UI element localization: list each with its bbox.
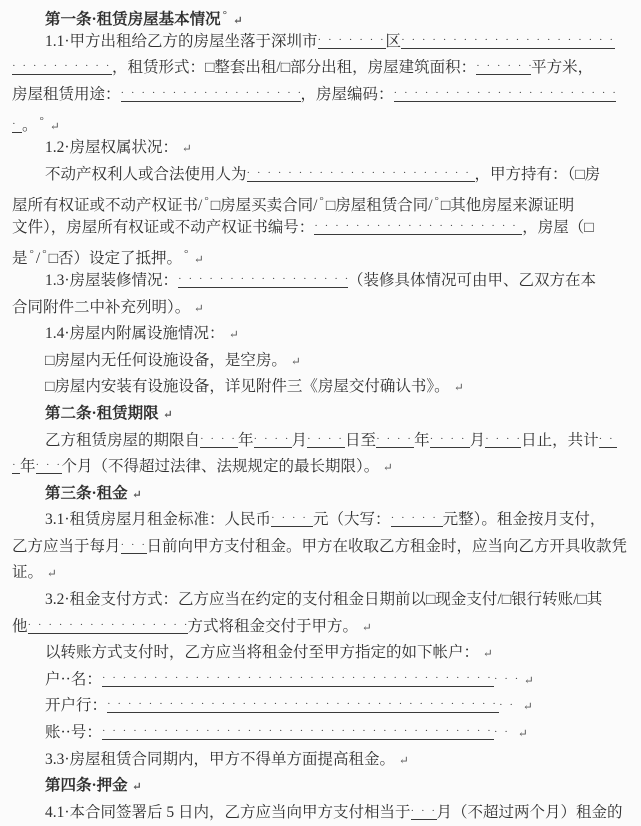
- checkbox-icon[interactable]: □: [325, 197, 336, 215]
- pilcrow-mark: ↵: [181, 142, 192, 155]
- text-run: 1.3·房屋装修情况：: [45, 271, 179, 289]
- text-run: 1.1·甲方出租给乙方的房屋坐落于深圳市: [45, 32, 318, 50]
- document-line: [12, 29, 637, 56]
- checkbox-icon[interactable]: □: [501, 591, 512, 609]
- space-dots: [494, 724, 514, 740]
- text-run: 年: [414, 431, 430, 449]
- document-line: [12, 640, 637, 667]
- text-run: 整套出租/: [214, 59, 281, 77]
- pilcrow-mark: ↵: [46, 568, 57, 581]
- document-line: [12, 428, 637, 455]
- degree-mark: °: [42, 248, 47, 261]
- text-run: 否）设定了抵押。: [58, 250, 183, 268]
- pilcrow-mark: ↵: [194, 254, 205, 267]
- blank-field[interactable]: [376, 431, 414, 448]
- checkbox-icon[interactable]: □: [48, 250, 59, 268]
- text-run: 日止，共计: [521, 431, 599, 449]
- document-line: [12, 454, 637, 481]
- blank-field[interactable]: [254, 431, 292, 448]
- space-dots: [499, 697, 519, 713]
- document-line: [12, 773, 637, 800]
- text-run: 个月（不得超过法律、法规规定的最长期限）。: [61, 458, 380, 476]
- text-run: （装修具体情况可由甲、乙双方在本: [348, 271, 597, 289]
- document-line: [12, 720, 637, 747]
- blank-field[interactable]: [247, 165, 475, 182]
- blank-field[interactable]: [200, 431, 238, 448]
- checkbox-icon[interactable]: □: [577, 591, 587, 609]
- text-run: 第一条·租赁房屋基本情况: [45, 11, 221, 28]
- text-run: 合同附件二中补充列明）。: [12, 298, 191, 316]
- blank-field[interactable]: [599, 431, 617, 448]
- document-line: [12, 321, 637, 348]
- checkbox-icon[interactable]: □: [280, 59, 291, 77]
- document-line: [12, 614, 637, 641]
- blank-field[interactable]: [28, 617, 188, 634]
- text-run: 1.2·房屋权属状况：: [45, 138, 179, 156]
- document-line: [12, 215, 637, 242]
- pilcrow-mark: ↵: [453, 382, 464, 395]
- document-line: [12, 241, 637, 268]
- text-run: 年: [20, 458, 36, 476]
- text-run: 开户行：: [45, 697, 108, 715]
- blank-field[interactable]: [314, 218, 522, 235]
- text-run: ，房屋编码：: [300, 85, 394, 103]
- degree-mark: °: [319, 195, 324, 208]
- text-run: ，甲方持有：（: [474, 165, 576, 183]
- text-run: 乙方应当于每月: [12, 537, 121, 555]
- pilcrow-mark: ↵: [398, 754, 409, 767]
- text-run: 日至: [345, 431, 377, 449]
- pilcrow-mark: ↵: [361, 621, 372, 634]
- text-run: 是: [12, 250, 28, 268]
- document-line: [12, 374, 637, 401]
- pilcrow-mark: ↵: [232, 15, 243, 27]
- degree-mark: °: [39, 115, 44, 128]
- text-run: 方式将租金交付于甲方。: [187, 617, 359, 635]
- blank-field[interactable]: [391, 510, 443, 527]
- document-line: [12, 295, 637, 322]
- text-run: 屋所有权证或不动产权证书/: [12, 197, 203, 215]
- text-run: 部分出租，房屋建筑面积：: [290, 59, 477, 77]
- text-run: 乙方租赁房屋的期限自: [45, 431, 201, 449]
- document-line: [12, 135, 637, 162]
- document-line: [12, 162, 637, 189]
- document-line: [12, 587, 637, 614]
- pilcrow-mark: ↵: [228, 329, 239, 342]
- document-line: [12, 747, 637, 774]
- text-run: 第二条·租赁期限: [45, 404, 159, 422]
- checkbox-icon[interactable]: □: [426, 591, 436, 609]
- blank-field[interactable]: [411, 803, 437, 820]
- checkbox-icon[interactable]: □: [440, 197, 451, 215]
- text-run: 月: [469, 431, 486, 449]
- text-run: 户··名：: [45, 670, 102, 688]
- text-run: 房屋租赁用途：: [12, 85, 121, 103]
- blank-field[interactable]: [12, 116, 22, 133]
- blank-field[interactable]: [12, 457, 20, 474]
- document-line: [12, 481, 637, 508]
- text-run: 房屋内无任何设施设备，是空房。: [54, 351, 287, 369]
- document-line: [12, 2, 637, 29]
- document-line: [12, 667, 637, 694]
- document-line: [12, 82, 637, 109]
- checkbox-icon[interactable]: □: [45, 351, 55, 369]
- degree-mark: °: [204, 195, 209, 208]
- checkbox-icon[interactable]: □: [210, 197, 221, 215]
- text-run: ，租赁形式：: [112, 59, 206, 77]
- text-run: 账··号：: [45, 724, 102, 742]
- pilcrow-mark: ↵: [482, 648, 493, 661]
- document-line: [12, 55, 637, 82]
- blank-field[interactable]: [121, 537, 147, 554]
- text-run: /: [35, 250, 41, 268]
- blank-field[interactable]: [36, 457, 62, 474]
- text-run: 日前向甲方支付租金。甲方在收取乙方租金时，应当向乙方开具收款凭: [146, 537, 628, 555]
- text-run: 4.1·本合同签署后 5 日内，乙方应当向甲方支付相当于: [45, 803, 411, 821]
- text-run: 其: [586, 591, 603, 609]
- text-run: 平方米，: [531, 59, 594, 77]
- text-run: ，房屋（: [522, 218, 585, 236]
- document-line: [12, 401, 637, 428]
- blank-field[interactable]: [401, 32, 615, 49]
- blank-field[interactable]: [102, 723, 494, 740]
- document-line: [12, 534, 637, 561]
- text-run: 1.4·房屋内附属设施情况：: [45, 325, 225, 343]
- text-run: 房屋内安装有设施设备，详见附件三《房屋交付确认书》。: [54, 378, 450, 396]
- document-line: [12, 507, 637, 534]
- text-run: 第四条·押金: [45, 777, 128, 795]
- document-line: [12, 188, 637, 215]
- text-run: 房屋买卖合同/: [220, 197, 318, 215]
- text-run: 。: [22, 117, 38, 135]
- blank-field[interactable]: [307, 431, 345, 448]
- degree-mark: °: [184, 248, 189, 261]
- document-line: [12, 348, 637, 375]
- text-run: 区: [385, 32, 402, 50]
- text-run: 不动产权利人或合法使用人为: [45, 165, 247, 183]
- pilcrow-mark: ↵: [290, 355, 301, 368]
- text-run: 第三条·租金: [45, 484, 128, 502]
- pilcrow-mark: ↵: [162, 408, 173, 421]
- text-run: 现金支付/: [435, 591, 502, 609]
- text-run: 其他房屋来源证明: [450, 197, 575, 215]
- blank-field[interactable]: [318, 32, 386, 49]
- degree-mark: °: [29, 248, 34, 261]
- checkbox-icon[interactable]: □: [45, 378, 55, 396]
- pilcrow-mark: ↵: [383, 462, 394, 475]
- space-dots: [494, 671, 520, 687]
- pilcrow-mark: ↵: [517, 728, 528, 741]
- degree-mark: °: [434, 195, 439, 208]
- blank-field[interactable]: [485, 431, 521, 448]
- text-run: 元整）。租金按月支付，: [442, 511, 606, 529]
- blank-field[interactable]: [102, 670, 494, 687]
- text-run: 3.3·房屋租赁合同期内，甲方不得单方面提高租金。: [45, 750, 396, 768]
- text-run: 3.1·租赁房屋月租金标准：人民币: [45, 511, 272, 529]
- text-run: 证。: [12, 564, 44, 582]
- checkbox-icon[interactable]: □: [205, 59, 215, 77]
- blank-field[interactable]: [394, 85, 616, 102]
- document-line: [12, 693, 637, 720]
- text-run: 银行转账/: [511, 591, 578, 609]
- blank-field[interactable]: [271, 510, 313, 527]
- text-run: 3.2·租金支付方式：乙方应当在约定的支付租金日期前以: [45, 591, 427, 609]
- degree-mark: °: [222, 9, 228, 21]
- blank-field[interactable]: [121, 85, 301, 102]
- document-line: [12, 268, 637, 295]
- pilcrow-mark: ↵: [131, 781, 142, 794]
- pilcrow-mark: ↵: [194, 302, 205, 315]
- pilcrow-mark: ↵: [523, 674, 534, 687]
- pilcrow-mark: ↵: [49, 121, 60, 134]
- blank-field[interactable]: [12, 58, 112, 75]
- text-run: 月: [291, 431, 308, 449]
- text-run: 月（不超过两个月）租金的: [436, 803, 623, 821]
- text-run: 文件），房屋所有权证或不动产权证书编号：: [12, 218, 315, 236]
- document-line: [12, 108, 637, 135]
- checkbox-icon[interactable]: □: [575, 165, 585, 183]
- blank-field[interactable]: [430, 431, 470, 448]
- document-line: [12, 560, 637, 587]
- text-run: 房: [584, 165, 601, 183]
- pilcrow-mark: ↵: [522, 701, 533, 714]
- text-run: 他: [12, 617, 28, 635]
- text-run: 以转账方式支付时，乙方应当将租金付至甲方指定的如下帐户：: [45, 644, 480, 662]
- text-run: 房屋租赁合同/: [335, 197, 433, 215]
- text-run: 元（大写：: [313, 511, 391, 529]
- checkbox-icon[interactable]: □: [584, 218, 594, 236]
- text-run: 年: [238, 431, 254, 449]
- pilcrow-mark: ↵: [131, 488, 142, 501]
- document-line: [12, 800, 637, 826]
- blank-field[interactable]: [476, 58, 531, 75]
- blank-field[interactable]: [107, 696, 499, 713]
